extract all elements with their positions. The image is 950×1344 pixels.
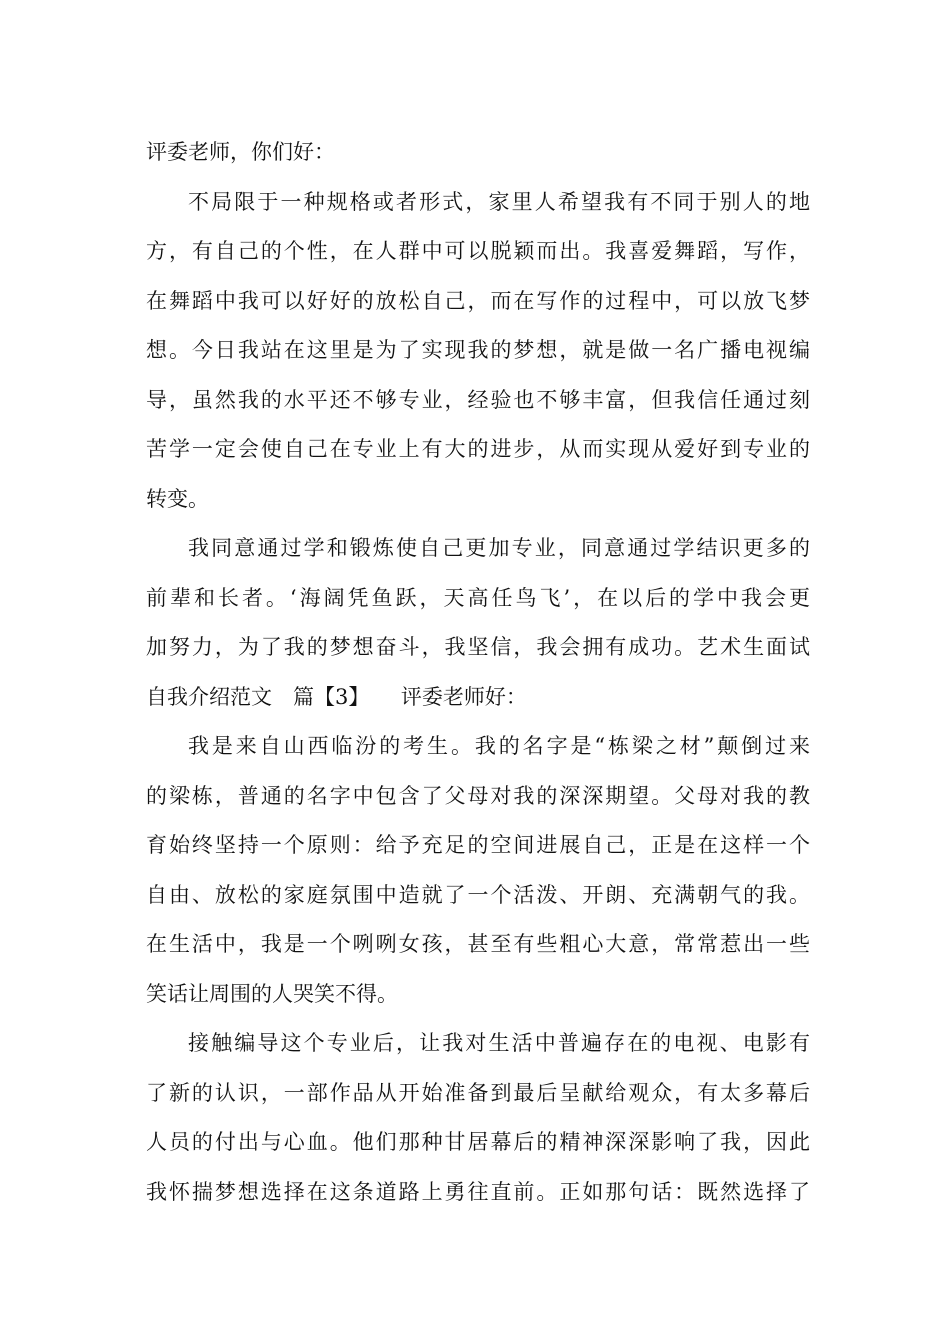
text-line: 加努力，为了我的梦想奋斗，我坚信，我会拥有成功。艺术生面试 (146, 635, 810, 659)
text-line: 接触编导这个专业后，让我对生活中普遍存在的电视、电影有 (188, 1031, 810, 1055)
text-line: 我同意通过学和锻炼使自己更加专业，同意通过学结识更多的 (188, 536, 810, 560)
text-line: 人员的付出与心血。他们那种甘居幕后的精神深深影响了我，因此 (146, 1130, 810, 1154)
text-line: 前辈和长者。‘海阔凭鱼跃，天高任鸟飞’，在以后的学中我会更 (146, 585, 810, 610)
text-line: 评委老师，你们好： (146, 140, 335, 164)
text-line: 我是来自山西临汾的考生。我的名字是“栋梁之材”颠倒过来 (188, 734, 810, 758)
text-line: 在生活中，我是一个咧咧女孩，甚至有些粗心大意，常常惹出一些 (146, 932, 810, 956)
text-line: 我怀揣梦想选择在这条道路上勇往直前。正如那句话：既然选择了 (146, 1179, 810, 1204)
text-line: 的梁栋，普通的名字中包含了父母对我的深深期望。父母对我的教 (146, 783, 810, 808)
text-line: 了新的认识，一部作品从开始准备到最后呈献给观众，有太多幕后 (146, 1080, 810, 1105)
text-line: 转变。 (146, 486, 209, 511)
text-line: 在舞蹈中我可以好好的放松自己，而在写作的过程中，可以放飞梦 (146, 288, 810, 313)
text-line: 自由、放松的家庭氛围中造就了一个活泼、开朗、充满朝气的我。 (146, 882, 810, 907)
text-line: 育始终坚持一个原则：给予充足的空间进展自己，正是在这样一个 (146, 833, 810, 857)
text-line: 苦学一定会使自己在专业上有大的进步，从而实现从爱好到专业的 (146, 437, 810, 461)
text-line: 方，有自己的个性，在人群中可以脱颖而出。我喜爱舞蹈，写作， (146, 239, 810, 263)
text-line: 不局限于一种规格或者形式，家里人希望我有不同于别人的地 (188, 189, 810, 214)
text-line: 自我介绍范文 篇【3】 评委老师好： (146, 684, 527, 709)
text-line: 笑话让周围的人哭笑不得。 (146, 981, 398, 1006)
text-line: 想。今日我站在这里是为了实现我的梦想，就是做一名广播电视编 (146, 338, 810, 362)
text-line: 导，虽然我的水平还不够专业，经验也不够丰富，但我信任通过刻 (146, 387, 810, 412)
document-body (146, 128, 810, 1217)
